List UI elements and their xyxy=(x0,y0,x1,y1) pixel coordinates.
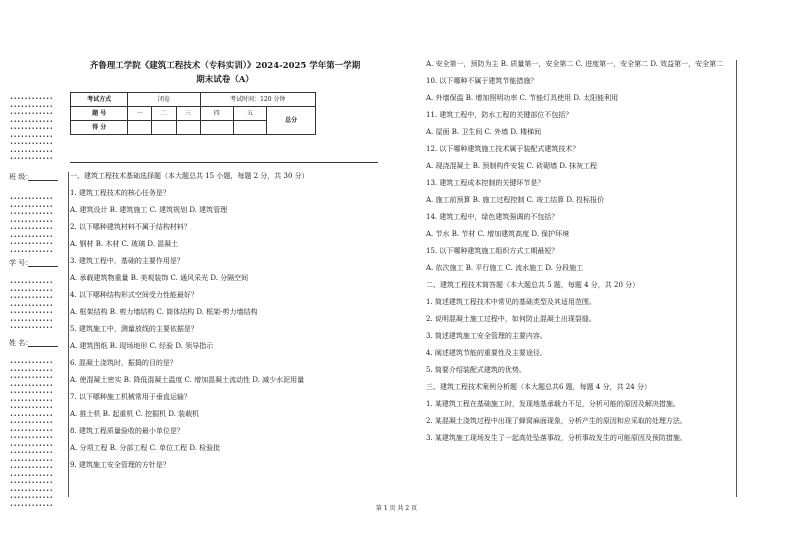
class-blank[interactable] xyxy=(28,180,58,181)
question-15: 15. 以下哪种建筑施工组织方式工期最短？ xyxy=(426,247,559,255)
question-6: 6. 混凝土浇筑时，振捣的目的是？ xyxy=(70,359,177,367)
question-14-options: A. 节水 B. 节材 C. 增加建筑高度 D. 保护环境 xyxy=(426,230,570,238)
question-8: 8. 建筑工程质量验收的最小单位是？ xyxy=(70,427,184,435)
section1-heading: 一、建筑工程技术基础选择题（本大题总共 15 小题，每题 2 分，共 30 分） xyxy=(70,172,309,180)
seal-dots-2: •••••••••••• •••••••••••• •••••••••••• •••••••••••• •••••••••••• •••••••••••• •••••••••••• •••••••••••• xyxy=(10,196,54,255)
name-blank[interactable] xyxy=(28,346,58,347)
exam-method-value: 闭卷 xyxy=(128,93,200,107)
question-10-options: A. 外墙保温 B. 增加照明功率 C. 节能灯具使用 D. 太阳能利用 xyxy=(426,94,619,102)
short-answer-2: 2. 说明混凝土施工过程中，如何防止混凝土出现裂缝。 xyxy=(426,315,596,323)
question-12: 12. 以下哪种建筑施工技术属于装配式建筑技术？ xyxy=(426,145,580,153)
score-cell-4[interactable] xyxy=(200,121,233,135)
question-5: 5. 建筑施工中，测量放线的主要依据是？ xyxy=(70,325,198,333)
exam-time: 考试时间：120 分钟 xyxy=(200,93,315,107)
exam-title: 齐鲁理工学院《建筑工程技术（专科实训）》2024-2025 学年第一学期 xyxy=(89,61,361,71)
exam-method-label: 考试方式 xyxy=(71,93,128,107)
student-id-label: 学 号： xyxy=(9,259,33,267)
question-3: 3. 建筑工程中，基础的主要作用是？ xyxy=(70,257,184,265)
left-column xyxy=(70,60,380,135)
seal-dots-top: •••••••••••• •••••••••••• •••••••••••• •••••••••••• •••••••••••• •••••••••••• •••••••••••• •••••••••••• •••••••••••• xyxy=(10,96,54,162)
question-1-options: A. 建筑设计 B. 建筑施工 C. 建筑规划 D. 建筑管理 xyxy=(70,206,228,214)
question-7-options: A. 推土机 B. 起重机 C. 挖掘机 D. 装载机 xyxy=(70,410,200,418)
exam-subtitle: 期末试卷（A） xyxy=(196,75,254,85)
total-score-label: 总分 xyxy=(267,107,316,135)
question-11: 11. 建筑工程中，防水工程的关键部位不包括？ xyxy=(426,111,573,119)
score-cell-2[interactable] xyxy=(152,121,176,135)
case-question-2: 2. 某混凝土浇筑过程中出现了蜂窝麻面现象，分析产生的原因和应采取的处理方法。 xyxy=(426,417,687,425)
left-border xyxy=(68,172,69,497)
class-label: 班 级： xyxy=(9,173,33,181)
question-8-options: A. 分项工程 B. 分部工程 C. 单位工程 D. 检验批 xyxy=(70,444,221,452)
q-col-4: 四 xyxy=(200,107,233,121)
short-answer-1: 1. 简述建筑工程技术中常见的基础类型及其适用范围。 xyxy=(426,298,596,306)
q-col-3: 三 xyxy=(176,107,200,121)
question-14: 14. 建筑工程中，绿色建筑强调的不包括？ xyxy=(426,213,559,221)
right-column xyxy=(426,60,738,443)
question-13-options: A. 施工前预算 B. 施工过程控制 C. 竣工结算 D. 投标报价 xyxy=(426,196,605,204)
question-12-options: A. 现浇混凝土 B. 预制构件安装 C. 砖砌墙 D. 抹灰工程 xyxy=(426,162,598,170)
question-6-options: A. 使混凝土密实 B. 降低混凝土温度 C. 增加混凝土流动性 D. 减少水泥用量 xyxy=(70,376,305,384)
question-1: 1. 建筑工程技术的核心任务是？ xyxy=(70,189,170,197)
short-answer-3: 3. 简述建筑施工安全管理的主要内容。 xyxy=(426,332,547,340)
score-table xyxy=(70,92,316,135)
question-number-row xyxy=(71,107,316,121)
question-2-options: A. 钢材 B. 木材 C. 玻璃 D. 混凝土 xyxy=(70,240,179,248)
header-divider xyxy=(70,162,378,163)
student-id-blank[interactable] xyxy=(28,266,58,267)
score-cell-1[interactable] xyxy=(128,121,152,135)
section1 xyxy=(70,172,380,470)
question-7: 7. 以下哪种施工机械常用于垂直运输？ xyxy=(70,393,191,401)
question-11-options: A. 屋面 B. 卫生间 C. 外墙 D. 楼梯间 xyxy=(426,128,542,136)
name-label: 姓 名： xyxy=(9,339,33,347)
question-13: 13. 建筑工程成本控制的关键环节是？ xyxy=(426,179,545,187)
q-col-5: 五 xyxy=(233,107,266,121)
section2-heading: 二、建筑工程技术简答题（本大题总共 5 题，每题 4 分，共 20 分） xyxy=(426,281,640,289)
question-number-label: 题 号 xyxy=(71,107,128,121)
question-4-options: A. 框架结构 B. 剪力墙结构 C. 筒体结构 D. 框架-剪力墙结构 xyxy=(70,308,258,316)
question-15-options: A. 依次施工 B. 平行施工 C. 流水施工 D. 分段施工 xyxy=(426,264,584,272)
question-4: 4. 以下哪种结构形式空间受力性能最好？ xyxy=(70,291,198,299)
question-9: 9. 建筑施工安全管理的方针是？ xyxy=(70,461,170,469)
question-2: 2. 以下哪种建筑材料不属于结构材料？ xyxy=(70,223,191,231)
case-question-1: 1. 某建筑工程在基础施工时，发现地基承载力不足，分析可能的原因及解决措施。 xyxy=(426,400,680,408)
question-3-options: A. 承载建筑物重量 B. 美观装饰 C. 通风采光 D. 分隔空间 xyxy=(70,274,249,282)
score-cell-3[interactable] xyxy=(176,121,200,135)
q-col-2: 二 xyxy=(152,107,176,121)
short-answer-4: 4. 阐述建筑节能的重要性及主要途径。 xyxy=(426,349,547,357)
page-footer: 第 1 页 共 2 页 xyxy=(375,505,418,512)
short-answer-5: 5. 简要介绍装配式建筑的优势。 xyxy=(426,366,526,374)
info-row xyxy=(71,93,316,107)
question-10: 10. 以下哪种不属于建筑节能措施？ xyxy=(426,77,538,85)
q-col-1: 一 xyxy=(128,107,152,121)
seal-dots-bottom: •••••••••••• •••••••••••• •••••••••••• •••••••••••• •••••••••••• •••••••••••• •••••••••••• •••••••••••• •••••••••••• •••••••••••• •••••••••••• •••••••••••• •••••••••••• •••••••••••• •••••••••••• •••••••••••• •••••••••••• •••••••••••• •••••••••••• •••••••••••• xyxy=(10,360,54,509)
question-5-options: A. 建筑图纸 B. 现场地形 C. 经验 D. 领导指示 xyxy=(70,342,214,350)
question-9-options: A. 安全第一，预防为主 B. 质量第一，安全第二 C. 进度第一，安全第二 D. 效益第一，安全第二 xyxy=(426,60,724,68)
seal-dots-3: •••••••••••• •••••••••••• •••••••••••• •••••••••••• •••••••••••• •••••••••••• •••••••••••• xyxy=(10,280,54,331)
section3-heading: 三、建筑工程技术案例分析题（本大题总共6 题，每题 4 分，共 24 分） xyxy=(426,383,651,391)
case-question-3: 3. 某建筑施工现场发生了一起高处坠落事故，分析事故发生的可能原因及预防措施。 xyxy=(426,434,687,442)
score-cell-5[interactable] xyxy=(233,121,266,135)
binding-margin xyxy=(0,0,66,549)
score-label: 得 分 xyxy=(71,121,128,135)
